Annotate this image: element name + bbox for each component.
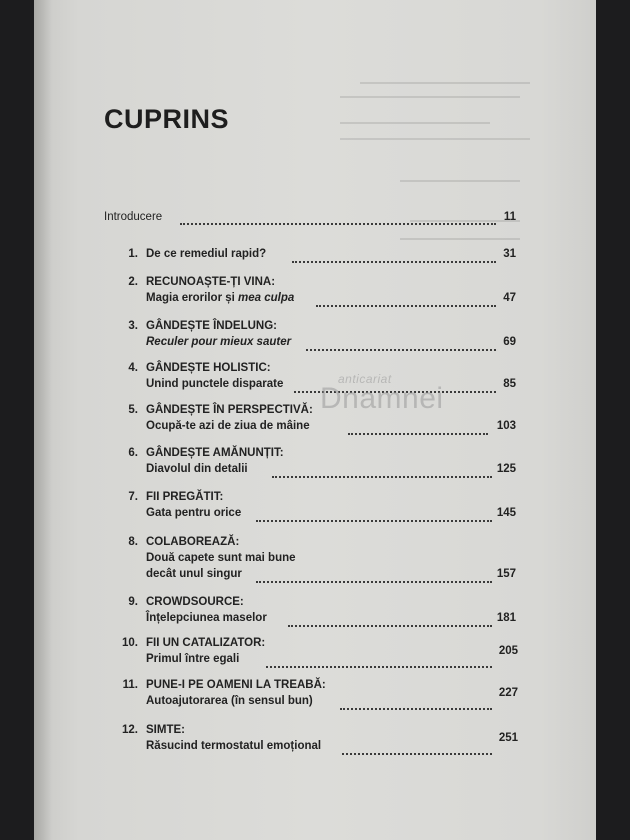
chapter-title: FII PREGĂTIT:: [146, 491, 224, 503]
chapter-title: CROWDSOURCE:: [146, 596, 244, 608]
chapter-subtitle: Autoajutorarea (în sensul bun): [146, 695, 313, 707]
chapter-page: 205: [498, 645, 518, 657]
chapter-page: 181: [496, 612, 516, 624]
chapter-title: GÂNDEȘTE AMĂNUNȚIT:: [146, 447, 284, 459]
chapter-subtitle-italic: mea culpa: [238, 292, 295, 304]
chapter-subtitle-line-1: Două capete sunt mai bune: [146, 552, 296, 564]
chapter-subtitle: Reculer pour mieux sauter: [146, 336, 292, 348]
leader-dots: [180, 223, 496, 225]
bleed-through-ghost: [330, 82, 530, 162]
leader-dots: [348, 433, 488, 435]
chapter-page: 125: [496, 463, 516, 475]
chapter-subtitle-text: Magia erorilor și: [146, 292, 239, 304]
chapter-title: GÂNDEȘTE ÎN PERSPECTIVĂ:: [146, 404, 313, 416]
leader-dots: [256, 520, 492, 522]
page-title: CUPRINS: [104, 104, 230, 134]
chapter-title: De ce remediul rapid?: [146, 248, 267, 260]
chapter-number: 5.: [128, 404, 138, 416]
chapter-title: COLABOREAZĂ:: [146, 536, 240, 548]
chapter-page: 85: [503, 378, 516, 390]
chapter-subtitle: Înțelepciunea maselor: [146, 612, 267, 624]
chapter-title: FII UN CATALIZATOR:: [146, 637, 266, 649]
chapter-number: 4.: [128, 362, 138, 374]
chapter-subtitle: Primul între egali: [146, 653, 240, 665]
chapter-number: 3.: [128, 320, 138, 332]
chapter-page: 47: [503, 292, 516, 304]
leader-dots: [272, 476, 492, 478]
chapter-number: 7.: [128, 491, 138, 503]
chapter-page: 227: [498, 687, 518, 699]
leader-dots: [340, 708, 492, 710]
chapter-subtitle: Unind punctele disparate: [146, 378, 284, 390]
toc-intro-label: Introducere: [104, 211, 163, 223]
chapter-page: 31: [503, 248, 516, 260]
chapter-subtitle: Răsucind termostatul emoțional: [146, 740, 322, 752]
watermark-small-text: anticariat: [338, 372, 392, 386]
chapter-subtitle: Gata pentru orice: [146, 507, 242, 519]
leader-dots: [266, 666, 492, 668]
watermark-big-text: Dnamnei: [320, 382, 444, 415]
leader-dots: [316, 305, 496, 307]
chapter-number: 1.: [128, 248, 138, 260]
chapter-subtitle: Ocupă-te azi de ziua de mâine: [146, 420, 310, 432]
chapter-number: 11.: [122, 679, 138, 691]
chapter-title: SIMTE:: [146, 724, 185, 736]
chapter-title: GÂNDEȘTE HOLISTIC:: [146, 362, 271, 374]
chapter-title: GÂNDEȘTE ÎNDELUNG:: [146, 320, 277, 332]
leader-dots: [256, 581, 492, 583]
chapter-subtitle: Diavolul din detalii: [146, 463, 248, 475]
toc-intro-page: 11: [503, 211, 516, 223]
chapter-number: 12.: [122, 724, 138, 736]
chapter-number: 9.: [128, 596, 138, 608]
leader-dots: [306, 349, 496, 351]
chapter-number: 8.: [128, 536, 138, 548]
chapter-number: 10.: [122, 637, 138, 649]
chapter-page: 145: [496, 507, 516, 519]
chapter-subtitle: [146, 292, 294, 304]
leader-dots: [292, 261, 496, 263]
chapter-title: PUNE-I PE OAMENI LA TREABĂ:: [146, 679, 326, 691]
chapter-number: 2.: [128, 276, 138, 288]
chapter-number: 6.: [128, 447, 138, 459]
leader-dots: [288, 625, 492, 627]
chapter-page: 103: [496, 420, 516, 432]
chapter-page: 69: [503, 336, 516, 348]
leader-dots: [342, 753, 492, 755]
chapter-page: 251: [498, 732, 518, 744]
chapter-subtitle-line-2: decât unul singur: [146, 568, 242, 580]
page-gutter-shadow: [34, 0, 52, 840]
chapter-page: 157: [496, 568, 516, 580]
chapter-title: RECUNOAȘTE-ȚI VINA:: [146, 276, 276, 288]
